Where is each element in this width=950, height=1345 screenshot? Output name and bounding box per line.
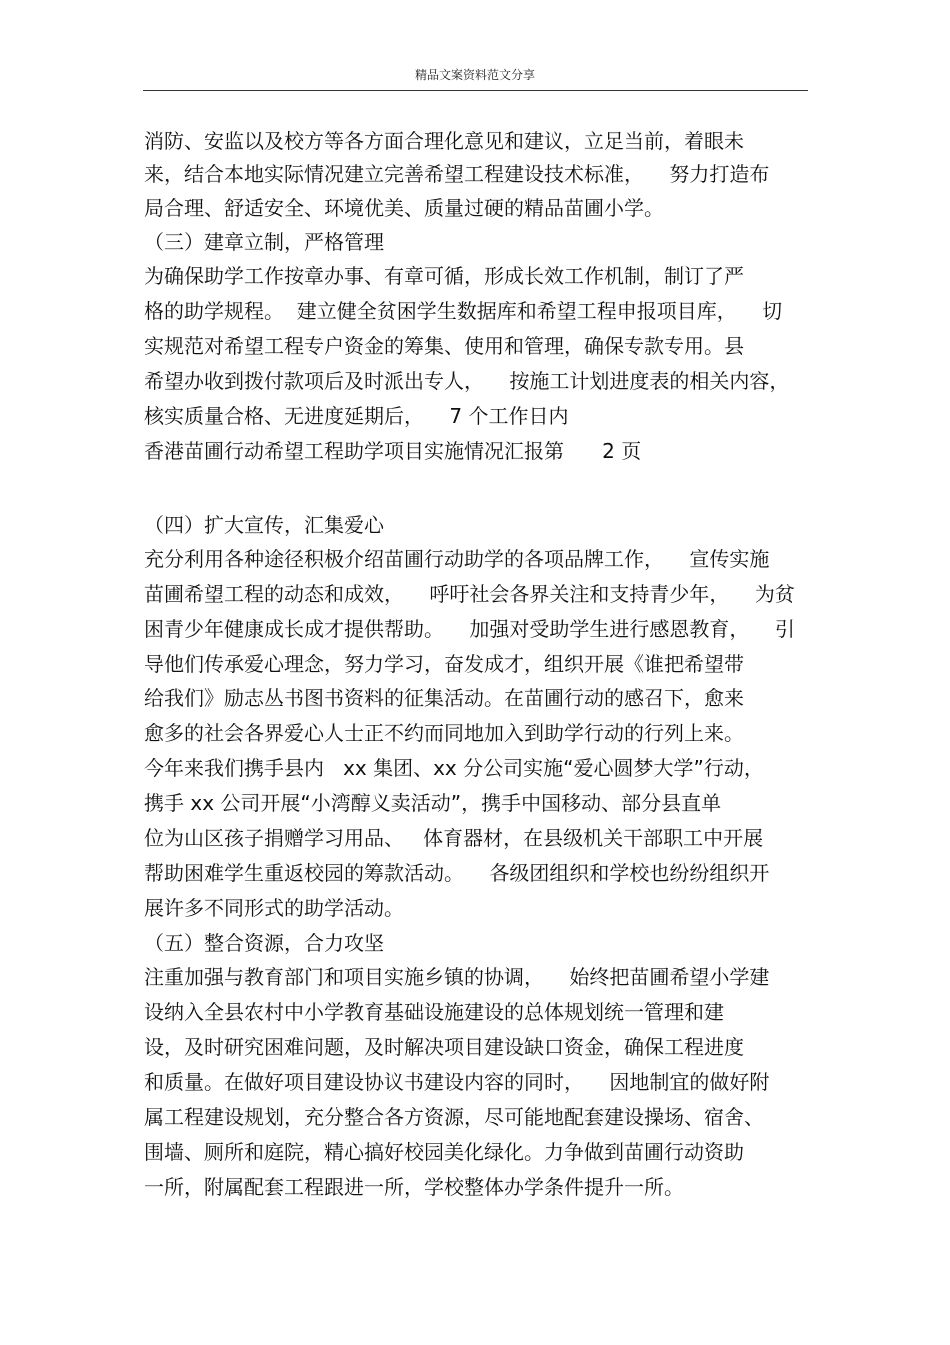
body-line: 格的助学规程。 建立健全贫困学生数据库和希望工程申报项目库， 切: [144, 299, 783, 323]
body-line: 来，结合本地实际情况建立完善希望工程建设技术标准， 努力打造布: [144, 162, 770, 186]
body-line: 设纳入全县农村中小学教育基础设施建设的总体规划统一管理和建: [144, 1000, 724, 1024]
section-heading: （四）扩大宣传，汇集爱心: [144, 513, 384, 537]
page-header: 精品文案资料范文分享: [414, 68, 535, 82]
section-heading: （三）建章立制，严格管理: [144, 230, 384, 254]
body-line: 困青少年健康成长成才提供帮助。 加强对受助学生进行感恩教育， 引: [144, 617, 795, 641]
body-line: 希望办收到拨付款项后及时派出专人， 按施工计划进度表的相关内容，: [144, 369, 790, 393]
section-heading: （五）整合资源，合力攻坚: [144, 931, 384, 955]
body-line: 展许多不同形式的助学活动。: [144, 896, 404, 920]
body-line: 注重加强与教育部门和项目实施乡镇的协调， 始终把苗圃希望小学建: [144, 965, 770, 989]
body-line: 属工程建设规划，充分整合各方资源，尽可能地配套建设操场、宿舍、: [144, 1105, 764, 1129]
body-line: 局合理、舒适安全、环境优美、质量过硬的精品苗圃小学。: [144, 196, 664, 220]
body-line: 位为山区孩子捐赠学习用品、 体育器材，在县级机关干部职工中开展: [144, 826, 764, 850]
page-footer-line: 香港苗圃行动希望工程助学项目实施情况汇报第 2 页: [144, 439, 642, 463]
body-line: 消防、安监以及校方等各方面合理化意见和建议，立足当前，着眼未: [144, 129, 744, 153]
body-line: 导他们传承爱心理念，努力学习，奋发成才，组织开展《谁把希望带: [144, 652, 744, 676]
body-line: 愈多的社会各界爱心人士正不约而同地加入到助学行动的行列上来。: [144, 721, 744, 745]
body-line: 苗圃希望工程的动态和成效， 呼吁社会各界关注和支持青少年， 为贫: [144, 582, 795, 606]
body-line: 围墙、厕所和庭院，精心搞好校园美化绿化。力争做到苗圃行动资助: [144, 1140, 744, 1164]
body-line: 实规范对希望工程专户资金的筹集、使用和管理，确保专款专用。县: [144, 334, 744, 358]
body-line: 一所，附属配套工程跟进一所，学校整体办学条件提升一所。: [144, 1175, 684, 1199]
body-line: 帮助困难学生重返校园的筹款活动。 各级团组织和学校也纷纷组织开: [144, 861, 770, 885]
body-line: 和质量。在做好项目建设协议书建设内容的同时， 因地制宜的做好附: [144, 1070, 770, 1094]
body-line: 充分利用各种途径积极介绍苗圃行动助学的各项品牌工作， 宣传实施: [144, 547, 770, 571]
body-line: 携手 xx 公司开展“小湾醇义卖活动”，携手中国移动、部分县直单: [144, 791, 722, 815]
body-line: 给我们》励志丛书图书资料的征集活动。在苗圃行动的感召下，愈来: [144, 686, 744, 710]
body-line: 为确保助学工作按章办事、有章可循，形成长效工作机制，制订了严: [144, 264, 744, 288]
body-line: 核实质量合格、无进度延期后， 7 个工作日内: [144, 404, 569, 428]
body-line: 设，及时研究困难问题，及时解决项目建设缺口资金，确保工程进度: [144, 1035, 744, 1059]
header-divider: [143, 90, 808, 91]
body-line: 今年来我们携手县内 xx 集团、xx 分公司实施“爱心圆梦大学”行动，: [144, 756, 764, 780]
